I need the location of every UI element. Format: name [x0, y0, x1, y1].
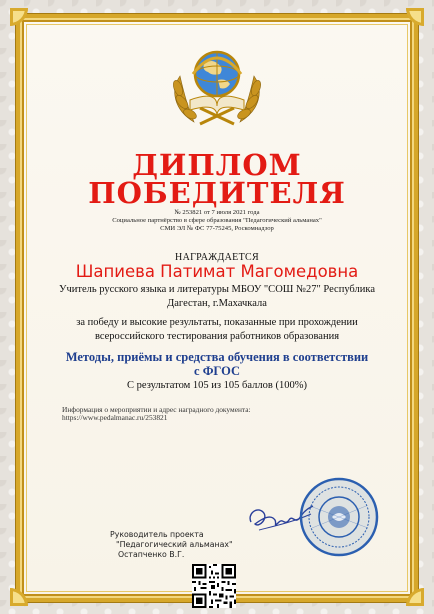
recipient-name: Шапиева Патимат Магомедовна: [75, 262, 359, 281]
registry-text: СМИ ЭЛ № ФС 77-75245, Роскомнадзор: [160, 225, 274, 232]
recipient-location: Дагестан, г.Махачкала: [167, 298, 267, 309]
signer-name: Остапченко В.Г.: [118, 550, 185, 559]
document-number: № 253821 от 7 июля 2021 года: [174, 209, 260, 216]
signer-project: "Педагогический альманах": [116, 540, 233, 549]
recipient-position: Учитель русского языка и литературы МБОУ "СОШ №27" Республика: [59, 284, 375, 295]
diploma-subtitle: ПОБЕДИТЕЛЯ: [88, 176, 346, 210]
document-url[interactable]: https://www.pedalmanac.ru/253821: [62, 413, 168, 422]
round-stamp: [298, 476, 380, 558]
award-reason: за победу и высокие результаты, показанные при прохождении: [76, 317, 358, 328]
diploma-title: ДИПЛОМ: [132, 148, 302, 182]
signer-role: Руководитель проекта: [110, 530, 204, 539]
info-label: Информация о мероприятии и адрес наградного документа:: [62, 405, 251, 414]
awards-label: НАГРАЖДАЕТСЯ: [175, 252, 259, 263]
partnership-text: Социальное партнёрство в сфере образования "Педагогический альманах": [112, 217, 322, 224]
event-title-cont: с ФГОС: [194, 364, 240, 378]
award-reason-cont: всероссийского тестирования работников образования: [94, 331, 340, 342]
result-text: С результатом 105 из 105 баллов (100%): [127, 380, 307, 391]
globe-emblem-icon: [160, 38, 274, 134]
event-title: Методы, приёмы и средства обучения в соответствии: [65, 350, 369, 364]
qr-code: [192, 564, 236, 608]
